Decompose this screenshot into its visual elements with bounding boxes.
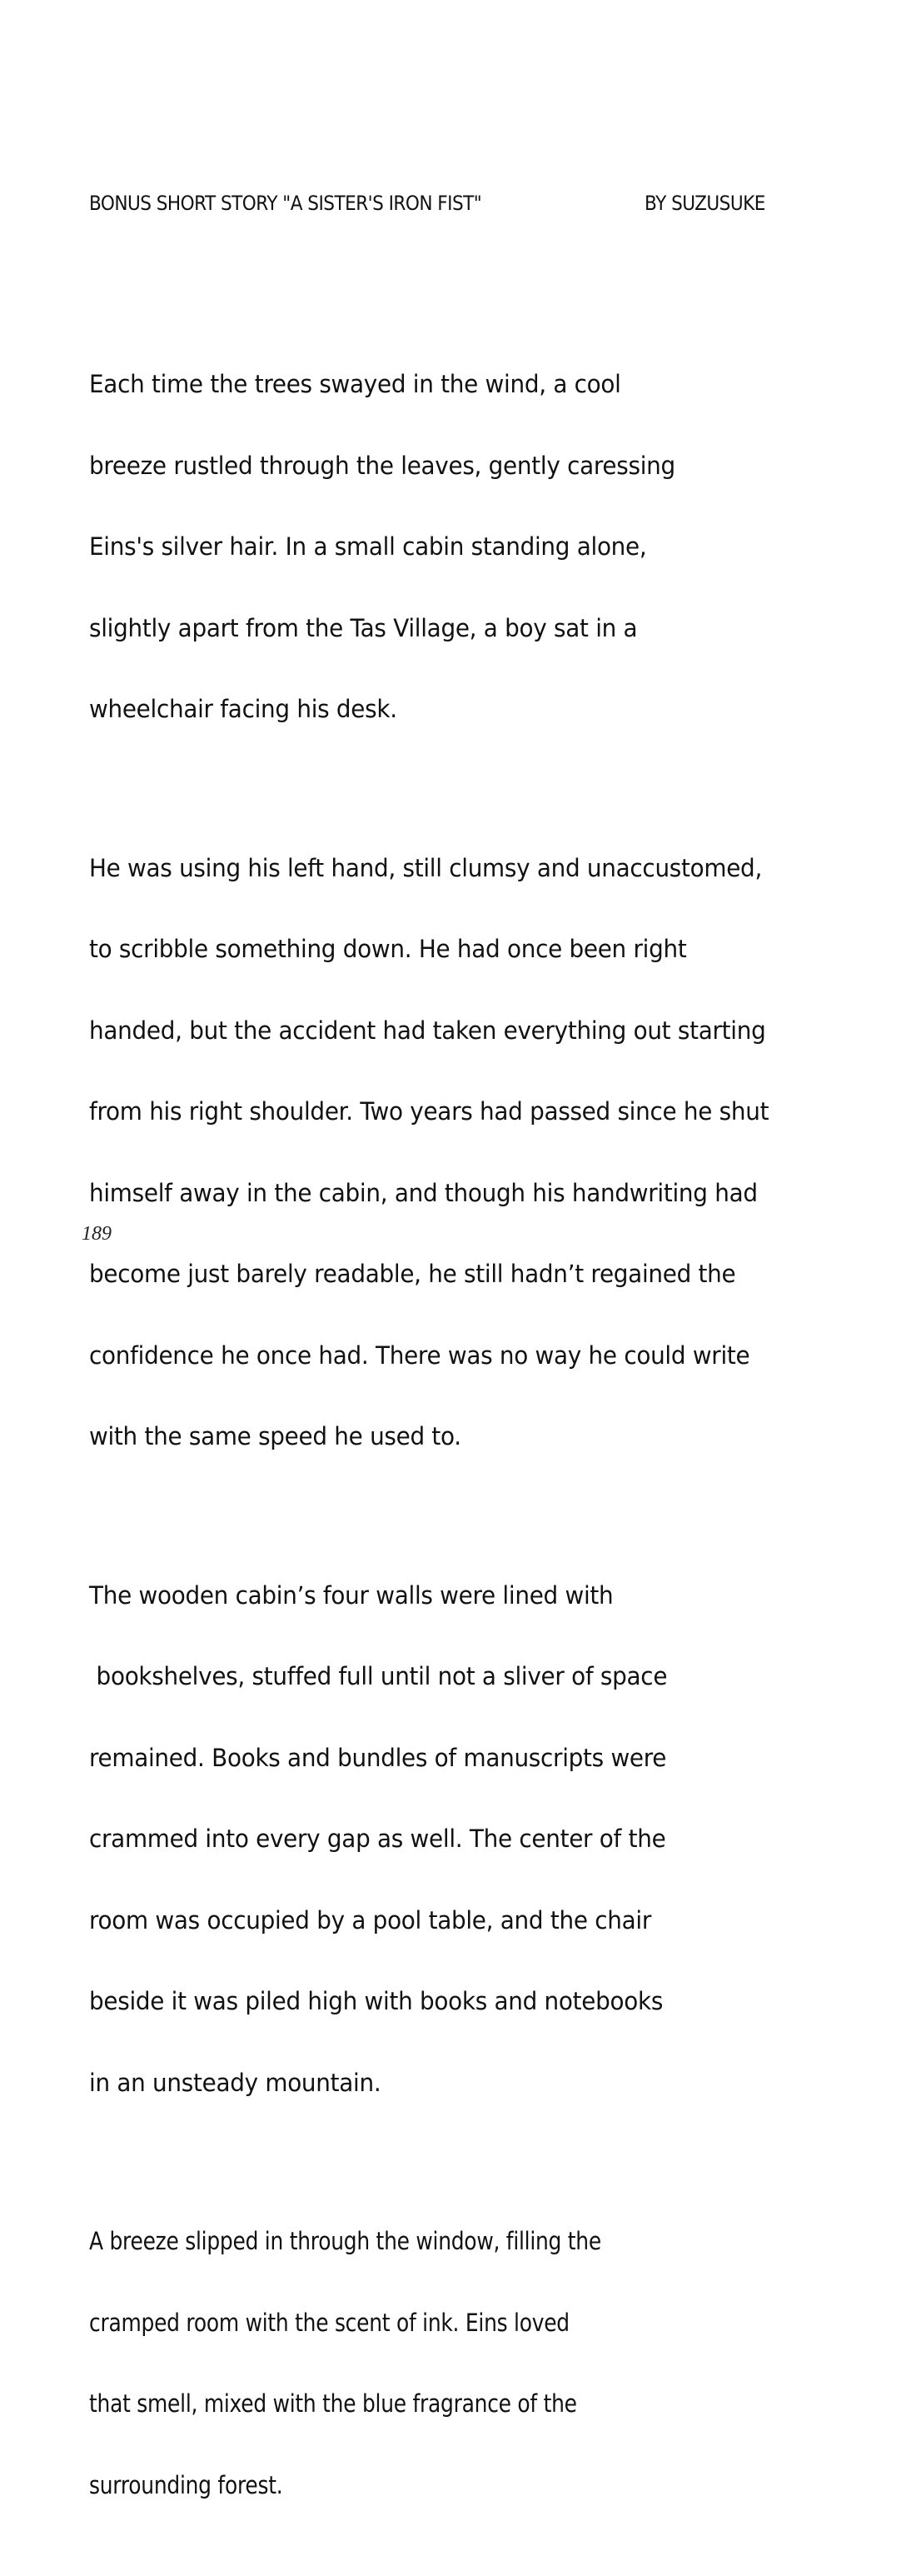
text-line: wheelchair facing his desk. [89,695,397,723]
text-line: crammed into every gap as well. The center of the [89,1825,666,1853]
text-line: surrounding forest. [89,2470,283,2499]
story-title: BONUS SHORT STORY "A SISTER'S IRON FIST" [89,192,482,215]
text-line: Each time the trees swayed in the wind, a cool [89,370,621,398]
story-header [89,192,797,220]
paragraph-2 [89,801,889,1505]
text-line: handed, but the accident had taken everything out starting [89,1016,766,1045]
text-line: to scribble something down. He had once been right [89,935,687,963]
page-number: 189 [82,1223,112,1245]
text-line: beside it was piled high with books and notebooks [89,1987,664,2015]
story-author: BY SUZUSUKE [645,192,765,215]
text-line: He was using his left hand, still clumsy and unaccustomed, [89,853,763,882]
text-line: himself away in the cabin, and though his handwriting had [89,1178,758,1207]
text-line: breeze rustled through the leaves, gently caressing [89,451,675,480]
text-line: in an unsteady mountain. [89,2068,381,2097]
paragraph-4 [89,2174,889,2553]
paragraph-1 [89,317,889,777]
paragraph-3 [89,1528,889,2151]
text-line: bookshelves, stuffed full until not a sliver of space [89,1662,668,1690]
text-line: A breeze slipped in through the window, filling the [89,2227,601,2255]
text-line: room was occupied by a pool table, and the chair [89,1905,651,1934]
text-line: become just barely readable, he still hadn’t regained the [89,1260,736,1288]
text-line: The wooden cabin’s four walls were lined with [89,1580,614,1610]
story-body [89,317,889,2576]
text-line: that smell, mixed with the blue fragrance of the [89,2389,577,2418]
text-line: Eins's silver hair. In a small cabin standing alone, [89,532,647,561]
text-line: cramped room with the scent of ink. Eins loved [89,2308,570,2337]
text-line: with the same speed he used to. [89,1422,461,1450]
text-line: confidence he once had. There was no way he could write [89,1340,750,1370]
text-line: from his right shoulder. Two years had passed since he shut [89,1097,769,1126]
text-line: slightly apart from the Tas Village, a boy sat in a [89,613,638,642]
text-line: remained. Books and bundles of manuscripts were [89,1743,667,1772]
